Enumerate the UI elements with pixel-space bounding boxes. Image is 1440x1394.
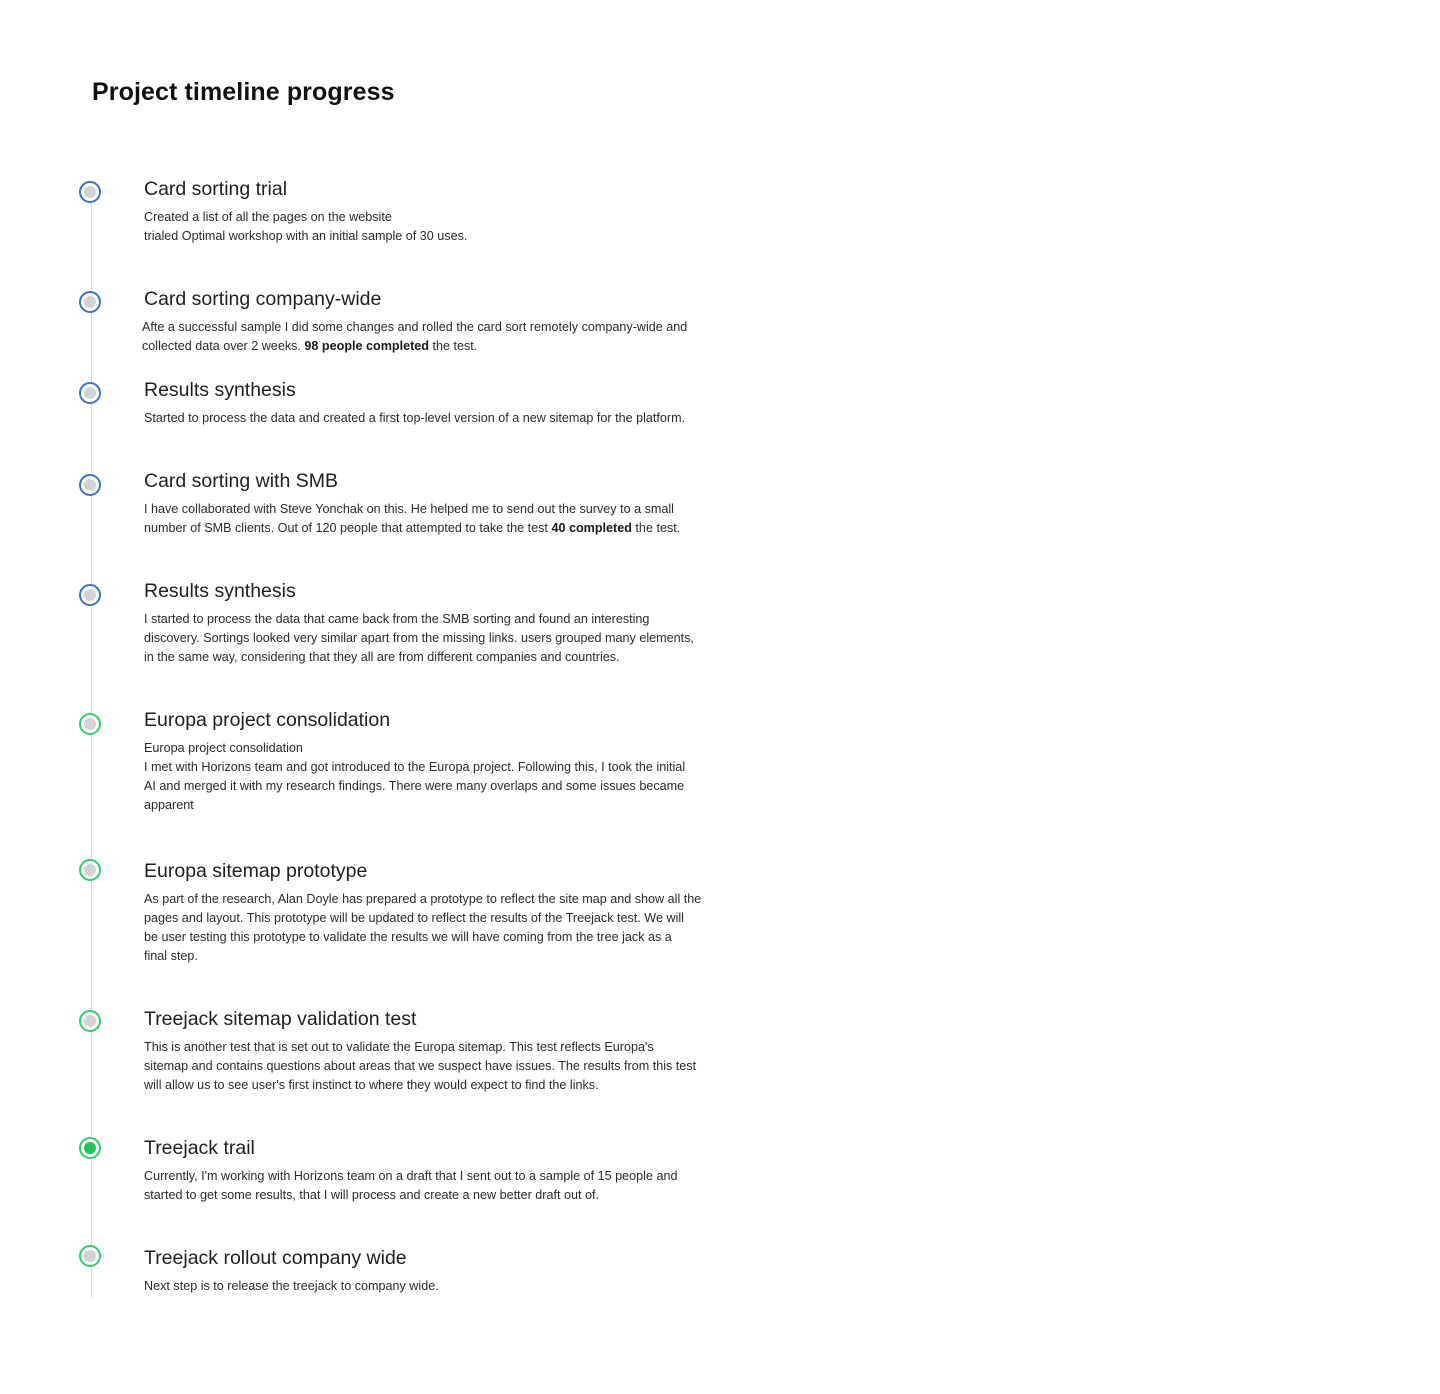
- timeline-entry-description: [144, 1167, 724, 1205]
- node-dot-icon: [84, 589, 96, 601]
- timeline-entry-title: Treejack rollout company wide: [144, 1247, 407, 1269]
- description-line: [144, 519, 724, 538]
- description-text: apparent: [144, 798, 194, 812]
- node-dot-icon: [84, 1250, 96, 1262]
- timeline-node-current-icon: [79, 1137, 101, 1159]
- description-text: As part of the research, Alan Doyle has prepared a prototype to reflect the site map and show all the: [144, 892, 702, 906]
- node-dot-icon: [84, 479, 96, 491]
- node-dot-icon: [84, 1142, 96, 1154]
- description-text: Created a list of all the pages on the website: [144, 210, 392, 224]
- description-line: [144, 796, 724, 815]
- node-dot-icon: [84, 718, 96, 730]
- description-line: [142, 318, 722, 337]
- description-text: number of SMB clients. Out of 120 people that attempted to take the test: [144, 521, 552, 535]
- timeline-entry-description: [144, 890, 724, 966]
- timeline-entry-title: Europa project consolidation: [144, 709, 391, 731]
- timeline-entry-description: [144, 739, 724, 815]
- description-text: Next step is to release the treejack to company wide.: [144, 1279, 439, 1293]
- timeline-node-icon: [79, 1010, 101, 1032]
- description-text: trialed Optimal workshop with an initial sample of 30 uses.: [144, 229, 468, 243]
- node-dot-icon: [84, 1015, 96, 1027]
- timeline-entry-title: Treejack trail: [144, 1137, 255, 1159]
- timeline-entry-title: Results synthesis: [144, 379, 296, 401]
- timeline-entry-description: [144, 1277, 724, 1296]
- description-text: started to get some results, that I will process and create a new better draft out of.: [144, 1188, 600, 1202]
- description-text: sitemap and contains questions about areas that we suspect have issues. The results from this test: [144, 1059, 697, 1073]
- description-line: [144, 1186, 724, 1205]
- timeline-entry-description: [144, 500, 724, 538]
- description-line: [142, 337, 722, 356]
- description-text: pages and layout. This prototype will be updated to reflect the results of the Treejack test. We will: [144, 911, 684, 925]
- node-dot-icon: [84, 387, 96, 399]
- timeline-rail: [91, 192, 92, 1298]
- description-text: I met with Horizons team and got introduced to the Europa project. Following this, I took the initial: [144, 760, 686, 774]
- description-text: collected data over 2 weeks.: [142, 339, 305, 353]
- timeline-node-icon: [79, 584, 101, 606]
- description-line: [144, 1076, 724, 1095]
- description-line: [144, 890, 724, 909]
- description-text: final step.: [144, 949, 198, 963]
- description-text: the test.: [631, 521, 681, 535]
- timeline-entry-title: Card sorting with SMB: [144, 470, 338, 492]
- description-text: Currently, I'm working with Horizons team on a draft that I sent out to a sample of 15 people and: [144, 1169, 678, 1183]
- description-line: [144, 739, 724, 758]
- description-line: [144, 610, 724, 629]
- description-text: in the same way, considering that they all are from different companies and countries.: [144, 650, 620, 664]
- description-line: [144, 928, 724, 947]
- description-line: [144, 648, 724, 667]
- timeline-entry-description: [144, 409, 724, 428]
- description-text: the test.: [429, 339, 478, 353]
- highlight-text: 98 people completed: [304, 339, 429, 353]
- description-line: [144, 1277, 724, 1296]
- node-dot-icon: [84, 186, 96, 198]
- description-text: AI and merged it with my research findings. There were many overlaps and some issues became: [144, 779, 685, 793]
- description-text: be user testing this prototype to validate the results we will have coming from the tree jack as a: [144, 930, 672, 944]
- timeline-node-icon: [79, 1245, 101, 1267]
- description-line: [144, 1038, 724, 1057]
- description-line: [144, 1057, 724, 1076]
- timeline-node-icon: [79, 291, 101, 313]
- page-title: Project timeline progress: [92, 78, 395, 106]
- node-dot-icon: [84, 296, 96, 308]
- timeline-node-icon: [79, 474, 101, 496]
- description-line: [144, 208, 724, 227]
- timeline-entry-description: [142, 318, 722, 356]
- description-text: Europa project consolidation: [144, 741, 303, 755]
- highlight-text: 40 completed: [551, 521, 632, 535]
- description-line: [144, 227, 724, 246]
- timeline-entry-description: [144, 1038, 724, 1095]
- description-line: [144, 629, 724, 648]
- description-line: [144, 909, 724, 928]
- description-text: discovery. Sortings looked very similar apart from the missing links. users grouped many elements,: [144, 631, 694, 645]
- description-text: Afte a successful sample I did some changes and rolled the card sort remotely company-wide and: [142, 320, 688, 334]
- timeline-entry-title: Europa sitemap prototype: [144, 860, 368, 882]
- description-text: I have collaborated with Steve Yonchak on this. He helped me to send out the survey to a small: [144, 502, 674, 516]
- timeline-entry-title: Card sorting company-wide: [144, 288, 382, 310]
- timeline-node-icon: [79, 713, 101, 735]
- timeline-node-icon: [79, 859, 101, 881]
- description-line: [144, 500, 724, 519]
- timeline-entry-title: Card sorting trial: [144, 178, 288, 200]
- node-dot-icon: [84, 864, 96, 876]
- timeline-node-icon: [79, 181, 101, 203]
- description-line: [144, 758, 724, 777]
- description-line: [144, 777, 724, 796]
- timeline-entry-title: Treejack sitemap validation test: [144, 1008, 417, 1030]
- description-text: This is another test that is set out to validate the Europa sitemap. This test reflects Europa's: [144, 1040, 654, 1054]
- description-line: [144, 409, 724, 428]
- timeline-entry-title: Results synthesis: [144, 580, 296, 602]
- description-line: [144, 1167, 724, 1186]
- timeline-entry-description: [144, 610, 724, 667]
- timeline-entry-description: [144, 208, 724, 246]
- description-line: [144, 947, 724, 966]
- timeline-node-icon: [79, 382, 101, 404]
- description-text: will allow us to see user's first instinct to where they would expect to find the links.: [144, 1078, 599, 1092]
- description-text: Started to process the data and created a first top-level version of a new sitemap for the platform.: [144, 411, 686, 425]
- description-text: I started to process the data that came back from the SMB sorting and found an interesting: [144, 612, 650, 626]
